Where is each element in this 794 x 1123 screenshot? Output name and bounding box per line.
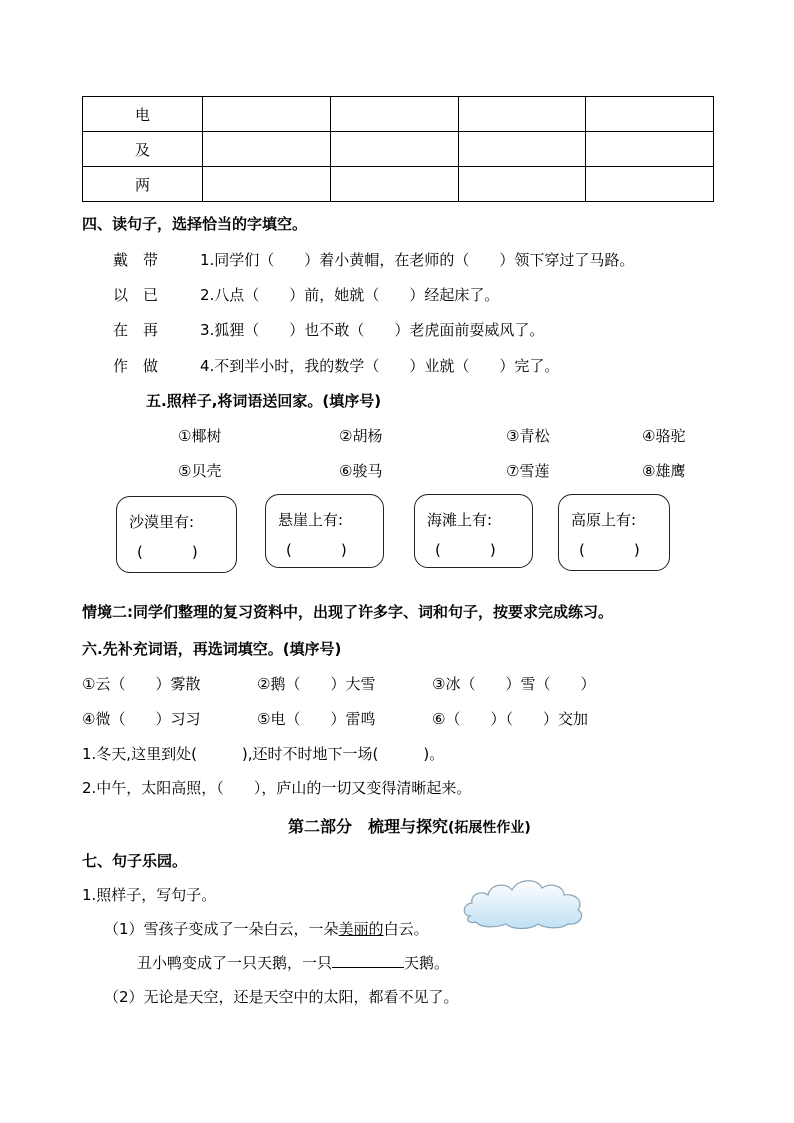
- table-cell[interactable]: [586, 132, 714, 167]
- table-cell[interactable]: [203, 167, 331, 202]
- answer-box-cliff[interactable]: [265, 494, 384, 568]
- scenario-heading: 情境二:同学们整理的复习资料中，出现了许多字、词和句子，按要求完成练习。: [82, 603, 614, 621]
- fill-question: 2.中午，太阳高照，（ ），庐山的一切又变得清晰起来。: [82, 779, 472, 797]
- example-sentence-2: （2）无论是天空，还是天空中的太阳，都看不见了。: [104, 988, 459, 1006]
- table-cell[interactable]: [458, 167, 586, 202]
- word-pair: 以 已: [113, 286, 159, 304]
- word-pair: 在 再: [113, 321, 159, 339]
- fill-sentence: 1.同学们（ ）着小黄帽，在老师的（ ）领下穿过了马路。: [200, 251, 635, 269]
- section5-title: 五.照样子,将词语送回家。(填序号): [146, 392, 382, 410]
- part-heading: [288, 814, 531, 837]
- character-table: [82, 96, 714, 202]
- section7-title: 七、句子乐园。: [82, 852, 188, 870]
- fill-sentence: 3.狐狸（ ）也不敢（ ）老虎面前耍威风了。: [200, 321, 545, 339]
- task-prefix: 丑小鸭变成了一只天鹅，一只: [137, 954, 333, 972]
- part-subtitle: (拓展性作业): [448, 820, 531, 836]
- answer-box-desert[interactable]: [116, 496, 237, 573]
- answer-blank[interactable]: [332, 953, 404, 968]
- word-option: ⑦雪莲: [506, 462, 550, 480]
- answer-box-beach[interactable]: [414, 494, 533, 568]
- table-row: [83, 132, 714, 167]
- table-cell[interactable]: [458, 97, 586, 132]
- idiom-item: ①云（ ）雾散: [82, 675, 201, 693]
- box-label: 沙漠里有:: [129, 513, 195, 531]
- table-row: [83, 97, 714, 132]
- box-answer-paren: ( ): [137, 543, 199, 561]
- box-answer-paren: ( ): [286, 541, 348, 559]
- table-cell[interactable]: [203, 97, 331, 132]
- idiom-item: ④微（ ）习习: [82, 710, 201, 728]
- box-answer-paren: ( ): [579, 541, 641, 559]
- part-title: 第二部分 梳理与探究: [288, 817, 449, 836]
- word-option: ⑥骏马: [339, 462, 383, 480]
- idiom-item: ③冰（ ）雪（ ）: [432, 675, 596, 693]
- table-cell-char: 电: [83, 97, 203, 132]
- fill-sentence: 4.不到半小时，我的数学（ ）业就（ ）完了。: [200, 357, 560, 375]
- idiom-item: ⑥（ ）（ ）交加: [432, 710, 588, 728]
- table-cell-char: 及: [83, 132, 203, 167]
- task-suffix: 天鹅。: [404, 954, 450, 972]
- word-pair: 作 做: [113, 357, 159, 375]
- table-cell[interactable]: [330, 167, 458, 202]
- box-label: 高原上有:: [571, 511, 637, 529]
- box-answer-paren: ( ): [435, 541, 497, 559]
- box-label: 悬崖上有:: [278, 511, 344, 529]
- example-suffix: 白云。: [383, 920, 429, 938]
- example-prefix: （1）雪孩子变成了一朵白云，一朵: [104, 920, 339, 938]
- fill-question: 1.冬天,这里到处( ),还时不时地下一场( )。: [82, 745, 445, 763]
- table-cell[interactable]: [586, 167, 714, 202]
- section4-title: 四、读句子，选择恰当的字填空。: [82, 215, 308, 233]
- box-label: 海滩上有:: [427, 511, 493, 529]
- example-sentence: [104, 918, 429, 939]
- section6-title: 六.先补充词语，再选词填空。(填序号): [82, 640, 342, 658]
- word-option: ②胡杨: [339, 427, 383, 445]
- word-pair: 戴 带: [113, 251, 159, 269]
- word-option: ④骆驼: [642, 427, 686, 445]
- idiom-item: ②鹅（ ）大雪: [257, 675, 376, 693]
- fill-sentence: 2.八点（ ）前，她就（ ）经起床了。: [200, 286, 500, 304]
- table-cell[interactable]: [458, 132, 586, 167]
- table-cell-char: 两: [83, 167, 203, 202]
- question-label: 1.照样子，写句子。: [82, 886, 217, 904]
- table-cell[interactable]: [203, 132, 331, 167]
- table-cell[interactable]: [330, 97, 458, 132]
- table-row: [83, 167, 714, 202]
- answer-box-plateau[interactable]: [558, 494, 670, 571]
- word-option: ①椰树: [178, 427, 222, 445]
- idiom-item: ⑤电（ ）雷鸣: [257, 710, 376, 728]
- word-option: ③青松: [506, 427, 550, 445]
- word-option: ⑤贝壳: [178, 462, 222, 480]
- example-underlined: 美丽的: [338, 920, 384, 938]
- task-sentence: [137, 952, 449, 973]
- cloud-icon: [460, 872, 590, 932]
- word-option: ⑧雄鹰: [642, 462, 686, 480]
- table-cell[interactable]: [330, 132, 458, 167]
- table-cell[interactable]: [586, 97, 714, 132]
